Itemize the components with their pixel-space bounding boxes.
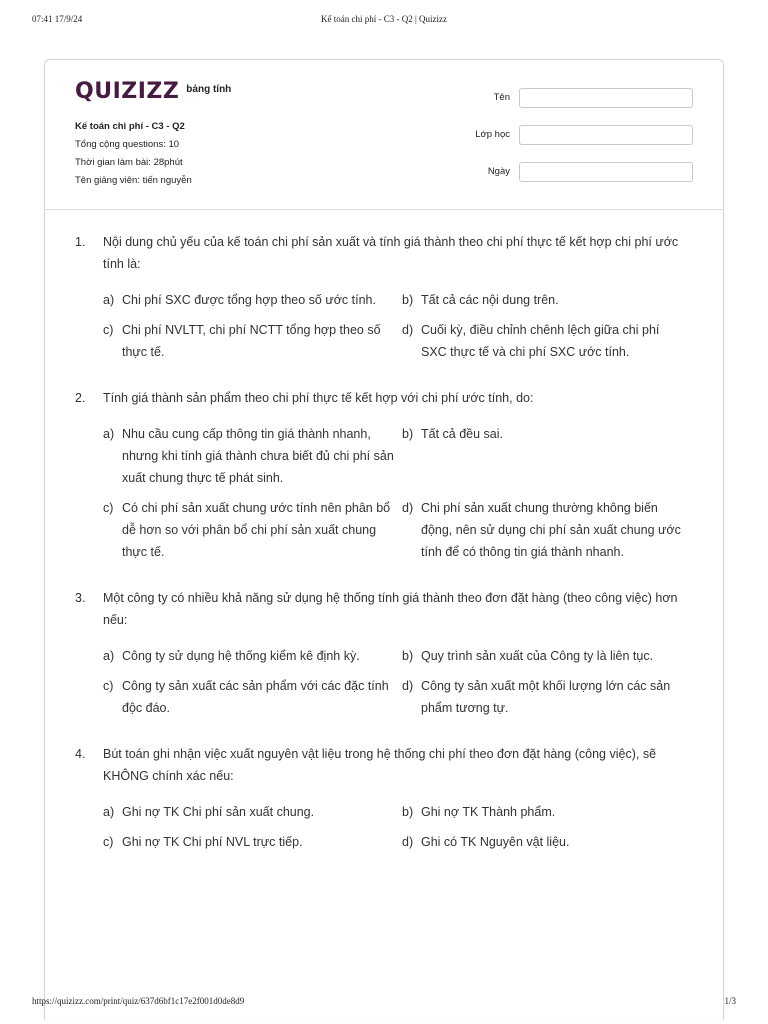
- answer-option: [103, 289, 402, 311]
- print-url: https://quizizz.com/print/quiz/637d6bf1c17e2f001d0de8d9: [32, 996, 245, 1006]
- worksheet-header: [45, 60, 723, 210]
- option-letter: b): [402, 427, 414, 441]
- question-list: [75, 231, 693, 877]
- question-text: Tính giá thành sản phẩm theo chi phí thực tế kết hợp với chi phí ước tính, do:: [103, 391, 534, 405]
- question-stem: [75, 387, 693, 409]
- answer-option: [103, 319, 402, 363]
- question-stem: [75, 743, 693, 787]
- question-item: [75, 743, 693, 853]
- option-letter: a): [103, 293, 115, 307]
- print-header: [32, 14, 736, 24]
- option-letter: a): [103, 427, 115, 441]
- option-text: Cuối kỳ, điều chỉnh chênh lệch giữa chi phí SXC thực tế và chi phí SXC ước tính.: [421, 323, 660, 359]
- answer-options: [103, 289, 693, 363]
- answer-option: [402, 675, 693, 719]
- question-stem: [75, 231, 693, 275]
- print-doc-title: Kế toán chi phí - C3 - Q2 | Quizizz: [320, 14, 448, 24]
- print-page-number: 1/3: [724, 996, 736, 1006]
- teacher-name: Tên giảng viên: tiến nguyễn: [75, 175, 192, 186]
- answer-options: [103, 423, 693, 563]
- date-label: Ngày: [487, 166, 510, 177]
- question-stem: [75, 587, 693, 631]
- answer-option: [402, 423, 693, 489]
- option-text: Nhu cầu cung cấp thông tin giá thành nhanh, nhưng khi tính giá thành chưa biết đủ chi phí sản xuất chung thực tế phát sinh.: [122, 427, 394, 485]
- brand: [75, 79, 231, 104]
- question-item: [75, 387, 693, 563]
- worksheet: [44, 59, 724, 1020]
- answer-option: [402, 319, 693, 363]
- date-field-row: [475, 160, 693, 183]
- answer-option: [103, 675, 402, 719]
- question-item: [75, 231, 693, 363]
- option-text: Có chi phí sản xuất chung ước tính nên phân bổ dễ hơn so với phân bổ chi phí sản xuất chung thực tế.: [122, 501, 391, 559]
- answer-options: [103, 645, 693, 719]
- option-letter: a): [103, 805, 115, 819]
- option-text: Quy trình sản xuất của Công ty là liên tục.: [421, 649, 654, 663]
- answer-option: [402, 289, 693, 311]
- option-text: Chi phí sản xuất chung thường không biến động, nên sử dụng chi phí sản xuất chung ước tính để có thông tin giá thành nhanh.: [421, 501, 681, 559]
- answer-options: [103, 801, 693, 853]
- total-questions: Tổng cộng questions: 10: [75, 139, 180, 150]
- answer-option: [103, 831, 402, 853]
- quiz-meta: [75, 118, 192, 190]
- option-letter: c): [103, 679, 114, 693]
- option-text: Công ty sử dụng hệ thống kiểm kê định kỳ.: [122, 649, 360, 663]
- print-footer: [32, 996, 736, 1006]
- answer-option: [103, 423, 402, 489]
- question-number: 2.: [75, 391, 86, 405]
- answer-option: [402, 645, 693, 667]
- answer-option: [103, 497, 402, 563]
- option-letter: b): [402, 649, 414, 663]
- print-datetime: 07:41 17/9/24: [32, 14, 83, 24]
- option-text: Công ty sản xuất các sản phẩm với các đặc tính độc đáo.: [122, 679, 389, 715]
- answer-option: [103, 801, 402, 823]
- option-text: Chi phí SXC được tổng hợp theo số ước tính.: [122, 293, 376, 307]
- quizizz-logo: QUIZIZZ: [75, 79, 180, 104]
- question-text: Nội dung chủ yếu của kế toán chi phí sản xuất và tính giá thành theo chi phí thực tế kết hợp chi phí ước tính là:: [103, 235, 679, 271]
- question-text: Một công ty có nhiều khả năng sử dụng hệ thống tính giá thành theo đơn đặt hàng (theo công việc) hơn nếu:: [103, 591, 678, 627]
- option-text: Ghi có TK Nguyên vật liệu.: [421, 835, 570, 849]
- option-letter: d): [402, 835, 414, 849]
- class-label: Lớp học: [475, 129, 510, 140]
- option-text: Ghi nợ TK Chi phí sản xuất chung.: [122, 805, 315, 819]
- name-input[interactable]: [519, 88, 693, 108]
- student-fields: [475, 86, 693, 197]
- option-letter: d): [402, 323, 414, 337]
- option-letter: c): [103, 501, 114, 515]
- quiz-title: Kế toán chi phí - C3 - Q2: [75, 121, 185, 132]
- option-letter: c): [103, 835, 114, 849]
- name-label: Tên: [493, 92, 510, 103]
- option-letter: b): [402, 805, 414, 819]
- option-letter: a): [103, 649, 115, 663]
- option-text: Ghi nợ TK Thành phẩm.: [421, 805, 556, 819]
- answer-option: [402, 831, 693, 853]
- question-text: Bút toán ghi nhận việc xuất nguyên vật liệu trong hệ thống chi phí theo đơn đặt hàng (công việc), sẽ KHÔNG chính xác nếu:: [103, 747, 657, 783]
- time-limit: Thời gian làm bài: 28phút: [75, 157, 183, 168]
- worksheet-subtitle: bảng tính: [186, 84, 232, 95]
- option-text: Công ty sản xuất một khối lượng lớn các sản phẩm tương tự.: [421, 679, 671, 715]
- class-field-row: [475, 123, 693, 146]
- name-field-row: [475, 86, 693, 109]
- option-text: Tất cả các nội dung trên.: [421, 293, 559, 307]
- answer-option: [402, 497, 693, 563]
- date-input[interactable]: [519, 162, 693, 182]
- question-number: 1.: [75, 235, 86, 249]
- answer-option: [103, 645, 402, 667]
- option-text: Ghi nợ TK Chi phí NVL trực tiếp.: [122, 835, 303, 849]
- option-letter: c): [103, 323, 114, 337]
- option-text: Chi phí NVLTT, chi phí NCTT tổng hợp theo số thực tế.: [122, 323, 381, 359]
- option-letter: d): [402, 679, 414, 693]
- question-number: 4.: [75, 747, 86, 761]
- option-text: Tất cả đều sai.: [421, 427, 503, 441]
- class-input[interactable]: [519, 125, 693, 145]
- answer-option: [402, 801, 693, 823]
- question-number: 3.: [75, 591, 86, 605]
- question-item: [75, 587, 693, 719]
- option-letter: b): [402, 293, 414, 307]
- option-letter: d): [402, 501, 414, 515]
